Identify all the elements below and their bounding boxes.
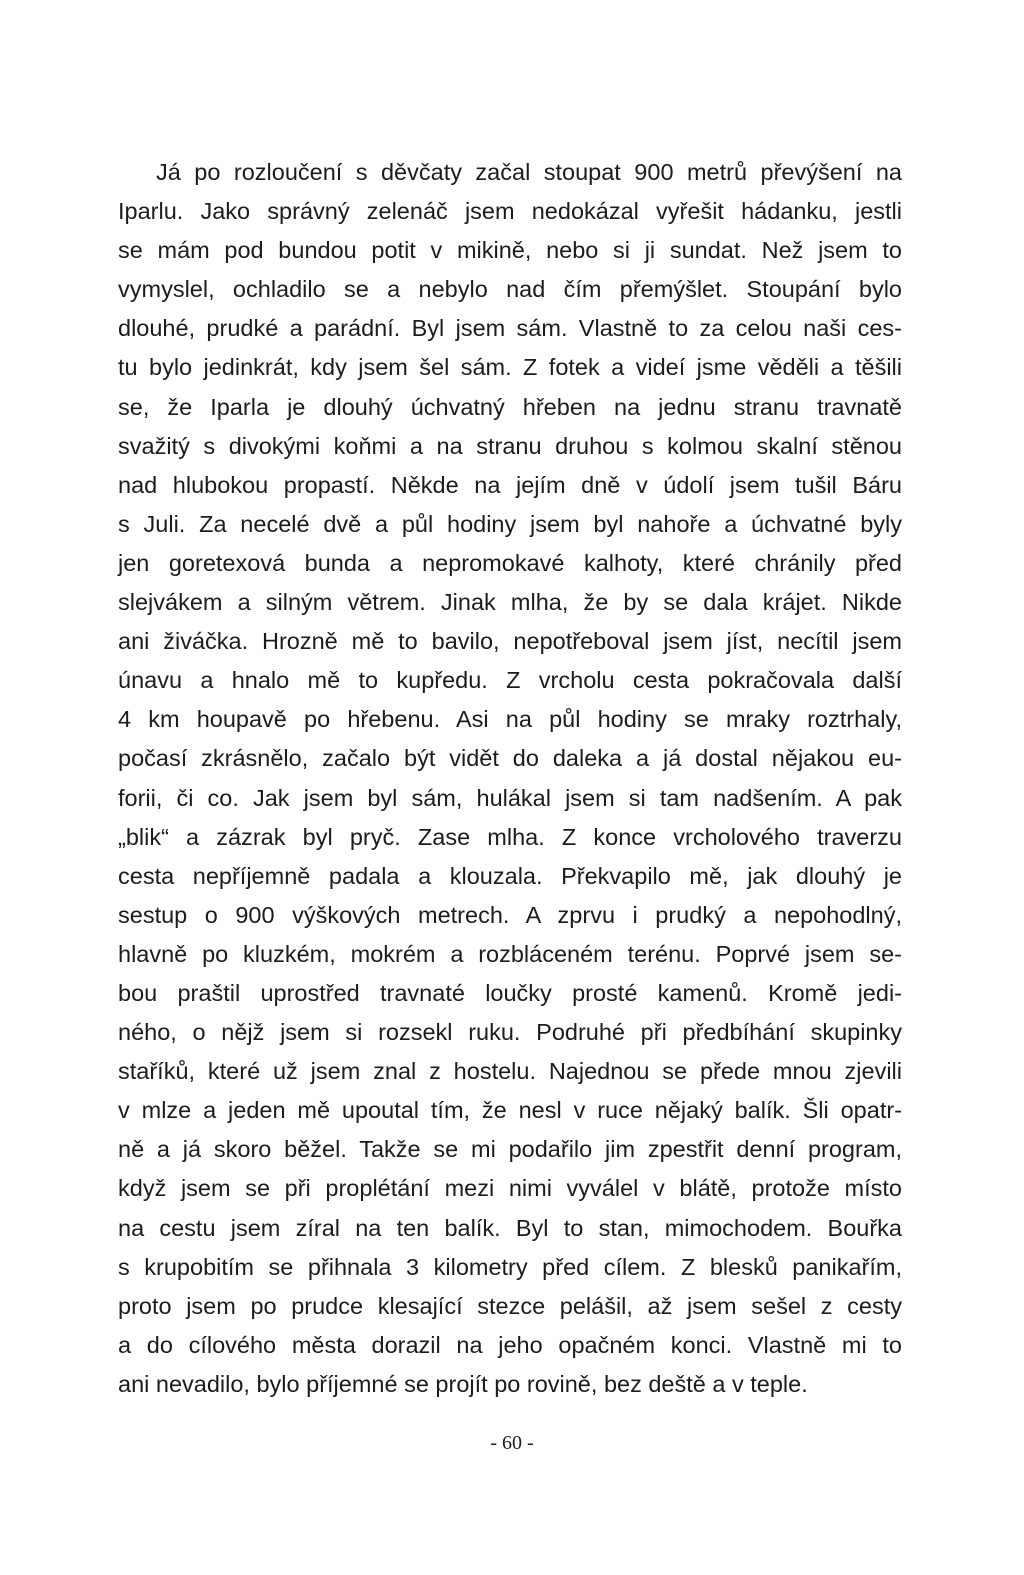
text-line: když jsem se při proplétání mezi nimi vyválel v blátě, protože místo <box>118 1175 902 1202</box>
text-line: s Juli. Za necelé dvě a půl hodiny jsem byl nahoře a úchvatné byly <box>118 510 902 537</box>
text-line: na cestu jsem zíral na ten balík. Byl to stan, mimochodem. Bouřka <box>118 1214 902 1241</box>
text-line: únavu a hnalo mě to kupředu. Z vrcholu cesta pokračovala další <box>118 667 902 694</box>
text-line: počasí zkrásnělo, začalo být vidět do daleka a já dostal nějakou eu- <box>118 745 902 772</box>
text-line: 4 km houpavě po hřebenu. Asi na půl hodiny se mraky roztrhaly, <box>118 706 902 733</box>
text-line: ani živáčka. Hrozně mě to bavilo, nepotřeboval jsem jíst, necítil jsem <box>118 628 902 655</box>
text-line: v mlze a jeden mě upoutal tím, že nesl v ruce nějaký balík. Šli opatr- <box>118 1097 902 1124</box>
text-line: slejvákem a silným větrem. Jinak mlha, že by se dala krájet. Nikde <box>118 589 902 616</box>
text-line: s krupobitím se přihnala 3 kilometry před cílem. Z blesků panikařím, <box>118 1253 902 1280</box>
text-line: jen goretexová bunda a nepromokavé kalhoty, které chránily před <box>118 549 902 576</box>
text-line: ně a já skoro běžel. Takže se mi podařilo jim zpestřit denní program, <box>118 1136 902 1163</box>
text-line: svažitý s divokými koňmi a na stranu druhou s kolmou skalní stěnou <box>118 432 902 459</box>
page-number: - 60 - <box>490 1432 534 1454</box>
text-line: tu bylo jedinkrát, kdy jsem šel sám. Z fotek a videí jsme věděli a těšili <box>118 354 902 381</box>
text-line: bou praštil uprostřed travnaté loučky prosté kamenů. Kromě jedi- <box>118 979 902 1006</box>
text-line: dlouhé, prudké a parádní. Byl jsem sám. Vlastně to za celou naši ces- <box>118 315 902 342</box>
text-line: se mám pod bundou potit v mikině, nebo si ji sundat. Než jsem to <box>118 237 902 264</box>
body-paragraph <box>118 153 902 1404</box>
text-line: nad hlubokou propastí. Někde na jejím dně v údolí jsem tušil Báru <box>118 471 902 498</box>
text-line: ani nevadilo, bylo příjemné se projít po rovině, bez deště a v teple. <box>118 1370 808 1397</box>
text-line: hlavně po kluzkém, mokrém a rozbláceném terénu. Poprvé jsem se- <box>118 940 902 967</box>
text-line: vymyslel, ochladilo se a nebylo nad čím přemýšlet. Stoupání bylo <box>118 276 902 303</box>
text-line: staříků, které už jsem znal z hostelu. Najednou se přede mnou zjevili <box>118 1058 902 1085</box>
text-line: „blik“ a zázrak byl pryč. Zase mlha. Z konce vrcholového traverzu <box>118 823 902 850</box>
text-line: sestup o 900 výškových metrech. A zprvu i prudký a nepohodlný, <box>118 901 902 928</box>
text-line: forii, či co. Jak jsem byl sám, hulákal jsem si tam nadšením. A pak <box>118 784 902 811</box>
text-line: proto jsem po prudce klesající stezce pelášil, až jsem sešel z cesty <box>118 1292 902 1319</box>
text-line: a do cílového města dorazil na jeho opačném konci. Vlastně mi to <box>118 1331 902 1358</box>
text-line: cesta nepříjemně padala a klouzala. Překvapilo mě, jak dlouhý je <box>118 862 902 889</box>
text-line: se, že Iparla je dlouhý úchvatný hřeben na jednu stranu travnatě <box>118 393 902 420</box>
text-line: ného, o nějž jsem si rozsekl ruku. Podruhé při předbíhání skupinky <box>118 1019 902 1046</box>
text-line: Já po rozloučení s děvčaty začal stoupat 900 metrů převýšení na <box>156 159 902 185</box>
text-line: Iparlu. Jako správný zelenáč jsem nedokázal vyřešit hádanku, jestli <box>118 198 902 225</box>
